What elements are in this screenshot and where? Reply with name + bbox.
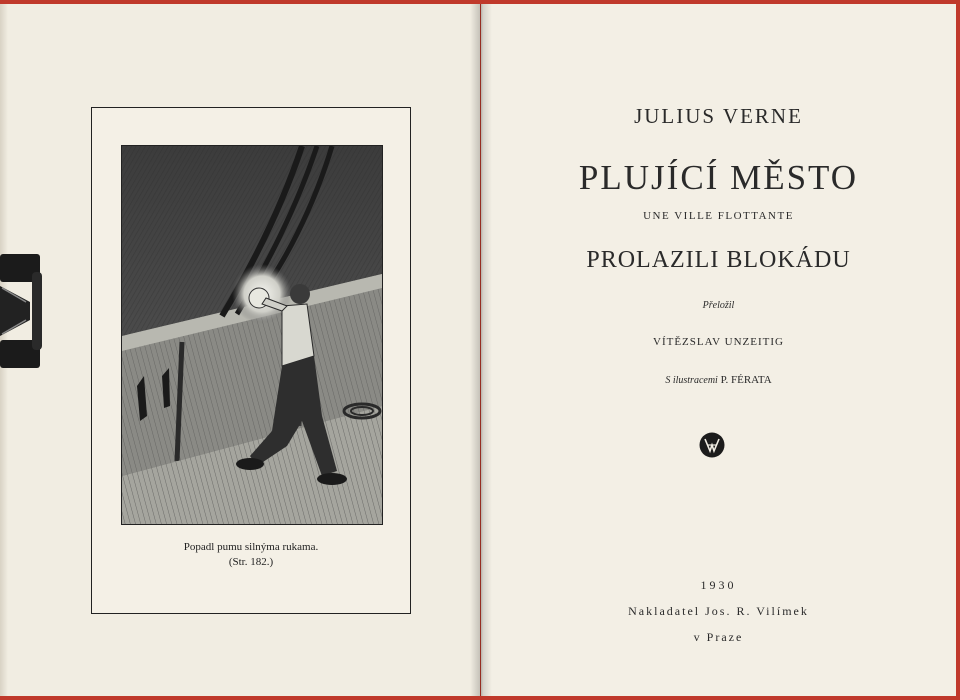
illustrator-name: P. FÉRATA — [720, 374, 772, 386]
illustrations-label: S ilustracemi — [665, 375, 718, 386]
second-title: PROLAZILI BLOKÁDU — [586, 247, 851, 273]
publication-place: v Praze — [693, 630, 744, 644]
caption-text: Popadl pumu silnýma rukama. — [183, 541, 319, 553]
binder-clip-icon — [0, 252, 44, 370]
title-page — [481, 4, 956, 696]
illustration-caption — [91, 540, 411, 570]
book-title: PLUJÍCÍ MĚSTO — [578, 158, 859, 197]
illustrator-line — [481, 374, 956, 386]
author-name: JULIUS VERNE — [634, 104, 803, 128]
publisher-name: Nakladatel Jos. R. Vilímek — [628, 604, 809, 618]
caption-page-ref: (Str. 182.) — [228, 556, 274, 568]
publication-year: 1930 — [700, 578, 737, 592]
translator-name: VÍTĚZSLAV UNZEITIG — [653, 336, 784, 348]
engraving-illustration — [121, 145, 383, 525]
translated-by-label: Přeložil — [702, 300, 735, 311]
original-title: UNE VILLE FLOTTANTE — [643, 210, 794, 222]
publisher-logo-icon — [699, 432, 725, 458]
